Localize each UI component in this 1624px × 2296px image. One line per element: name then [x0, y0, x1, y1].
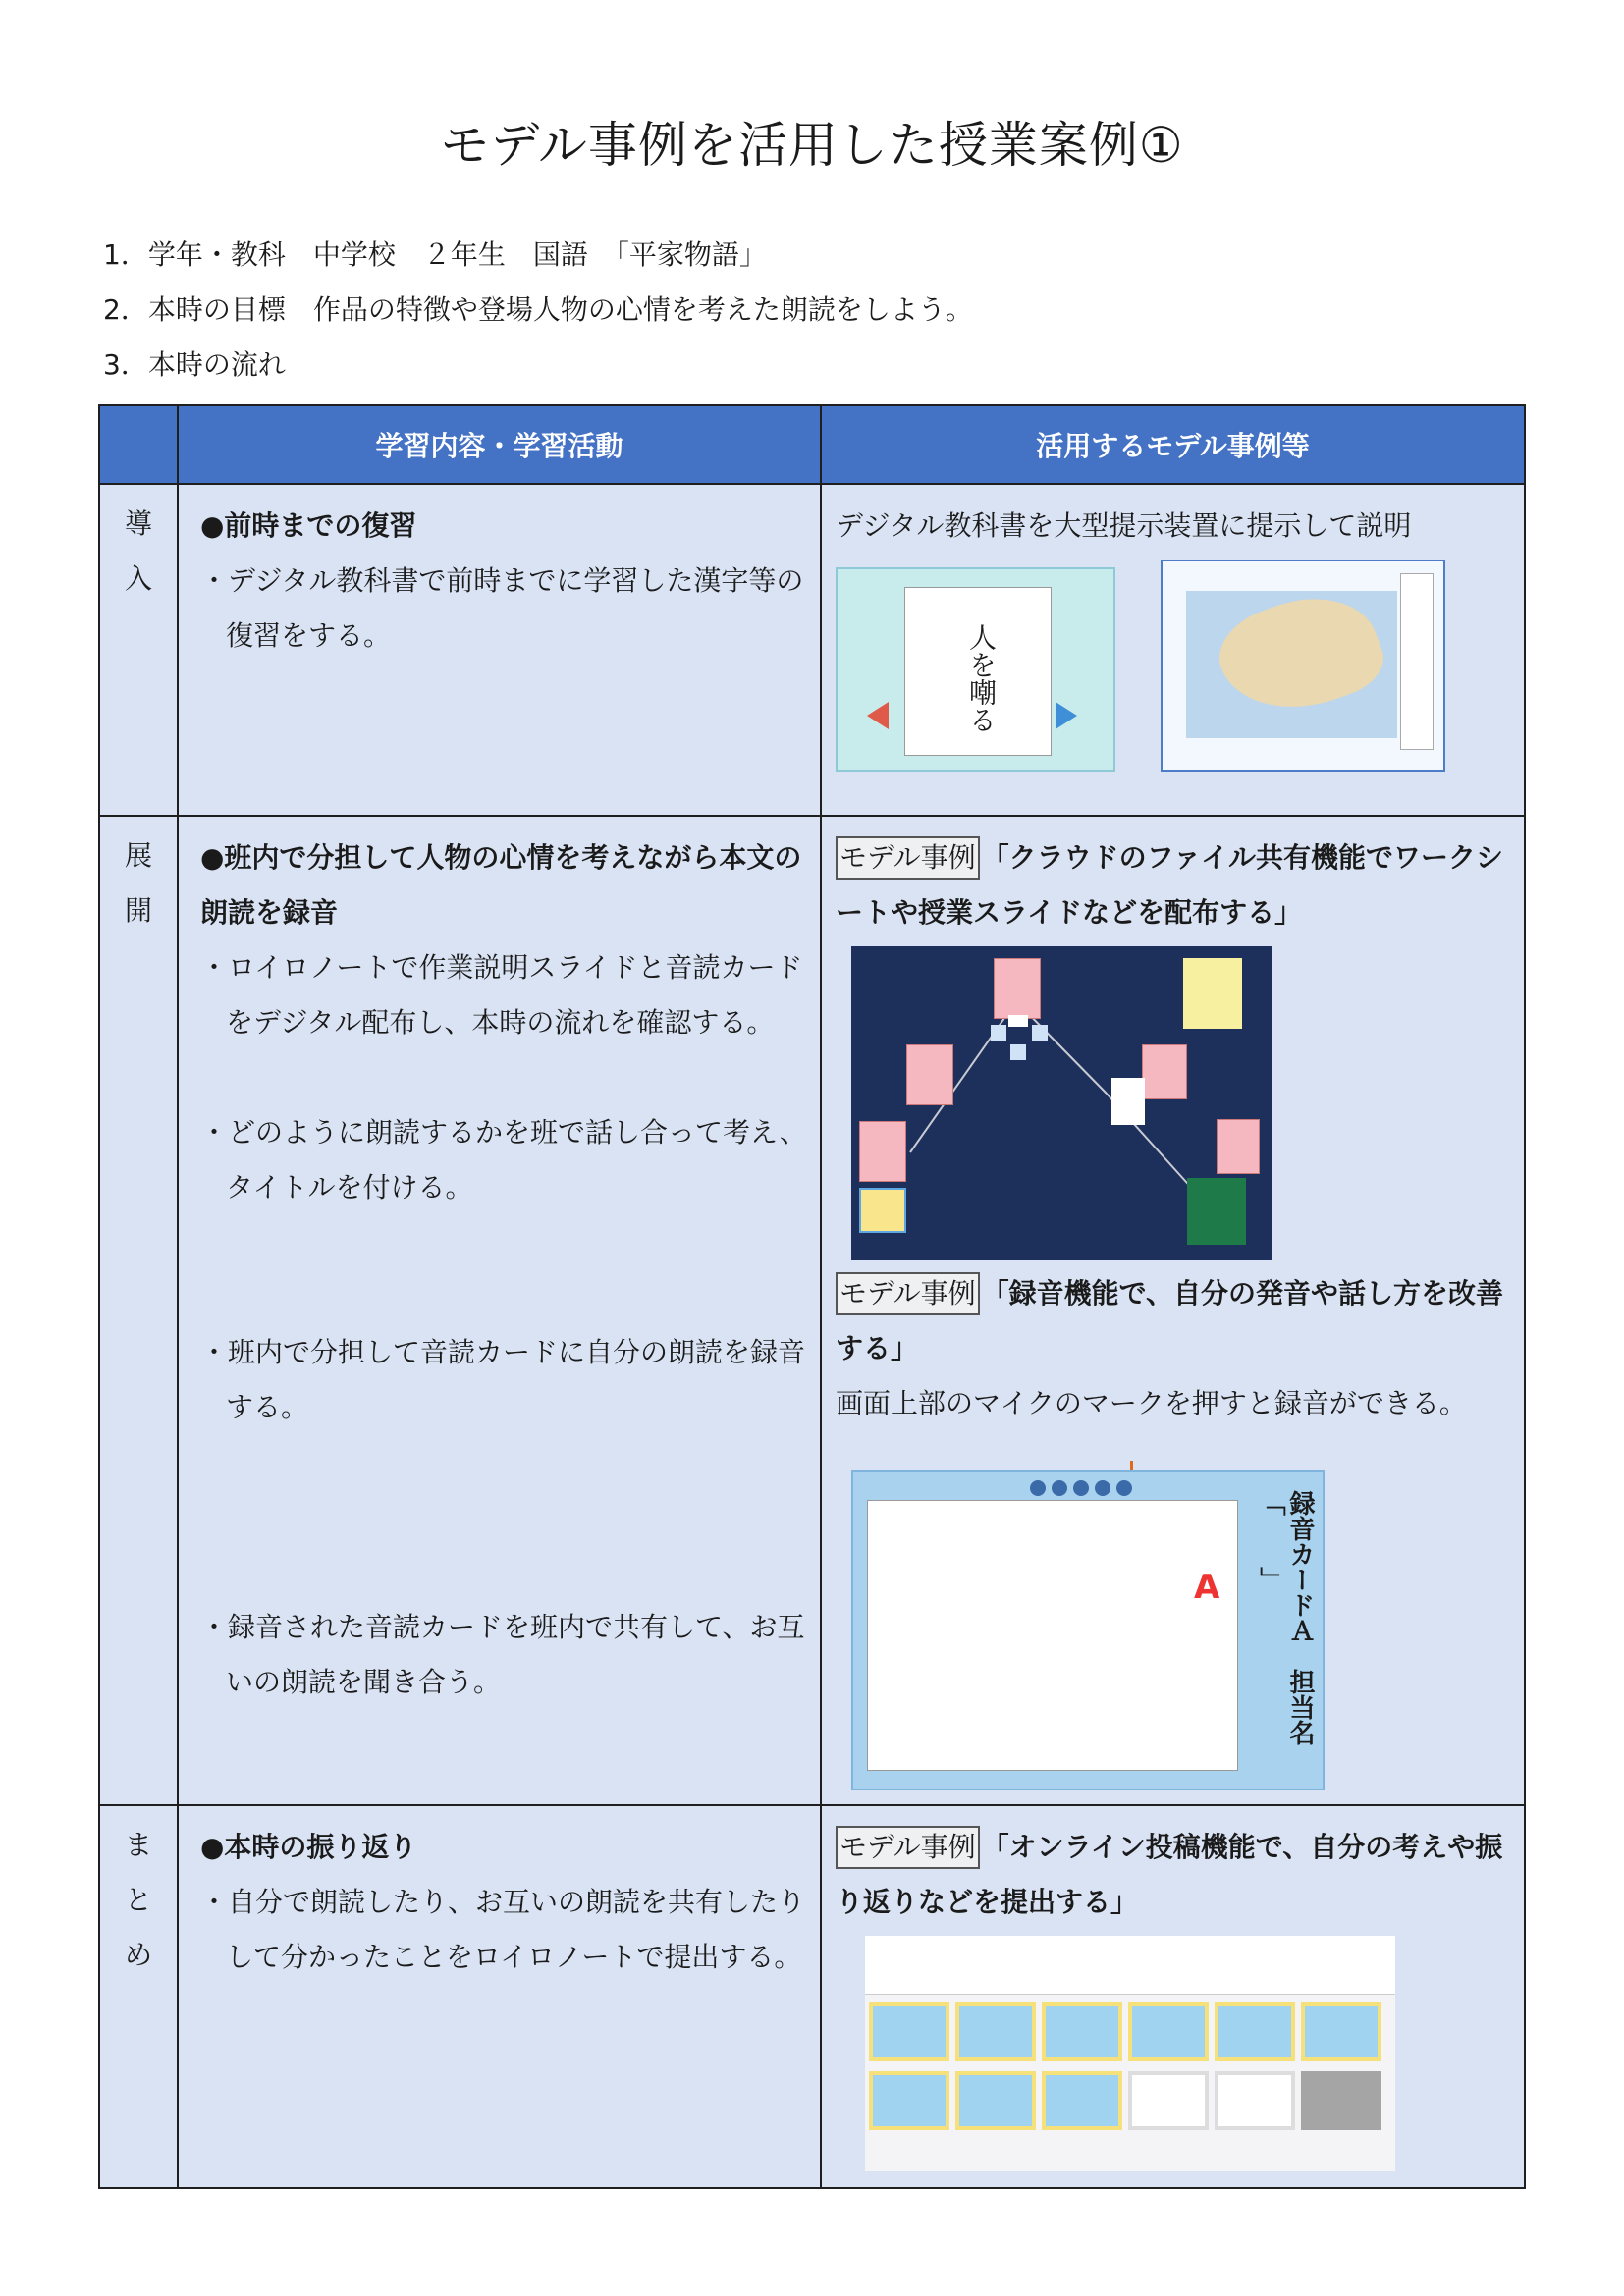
activity-item: ・ どのように朗読するかを班で話し合って考え、タイトルを付ける。	[200, 1105, 810, 1215]
meta-flow: 3．本時の流れ	[103, 348, 286, 381]
submission-card	[1215, 2002, 1295, 2061]
table-row	[99, 1805, 1525, 2188]
reading-card-label: 録音カードＡ 担当名「 」	[1256, 1490, 1315, 1745]
pen-icon	[1030, 1480, 1046, 1496]
activity-item: ・ デジタル教科書で前時までに学習した漢字等の復習をする。	[200, 554, 810, 664]
prev-arrow-icon	[867, 702, 889, 729]
map-side-panel	[1400, 573, 1434, 750]
stage-summary	[99, 1805, 178, 2188]
mindmap-card	[1142, 1044, 1187, 1099]
submission-card	[869, 2002, 949, 2061]
submission-card	[1215, 2071, 1295, 2130]
model-title-text: 「オンライン投稿機能で、自分の考えや振り返りなどを提出する」	[836, 1831, 1503, 1918]
activity-heading: ●班内で分担して人物の心情を考えながら本文の朗読を録音	[200, 841, 802, 929]
mindmap-card	[906, 1044, 953, 1105]
mindmap-node	[1008, 1015, 1028, 1027]
submission-card	[1301, 2071, 1381, 2130]
model-tag: モデル事例	[836, 836, 980, 880]
stage-char: 導	[124, 507, 152, 540]
map-screenshot	[1161, 560, 1445, 772]
activity-cell	[178, 1805, 821, 2188]
mindmap-card	[859, 1188, 906, 1233]
kanji-text: 人を嘲る	[965, 623, 998, 733]
stage-intro	[99, 484, 178, 816]
stage-char: 開	[124, 894, 152, 927]
mindmap-node	[1032, 1025, 1048, 1041]
model-title-text: 「録音機能で、自分の発音や話し方を改善する」	[836, 1277, 1504, 1364]
submission-card	[1042, 2071, 1122, 2130]
meta-grade-subject: 1．学年・教科 中学校 ２年生 国語 「平家物語」	[103, 239, 767, 271]
mindmap-card	[1111, 1078, 1145, 1125]
stage-char: ま	[124, 1829, 152, 1861]
stage-char: と	[124, 1884, 152, 1916]
model-tag: モデル事例	[836, 1272, 980, 1315]
text-icon	[1052, 1480, 1067, 1496]
mindmap-card	[994, 958, 1041, 1019]
mindmap-screenshot	[851, 946, 1272, 1260]
model-title-text: 「クラウドのファイル共有機能でワークシートや授業スライドなどを配布する」	[836, 841, 1504, 929]
mic-icon	[1095, 1480, 1110, 1496]
submission-card	[869, 2071, 949, 2130]
mindmap-card	[1217, 1119, 1260, 1174]
card-letter: A	[1194, 1568, 1220, 1607]
activity-cell	[178, 816, 821, 1805]
app-header	[865, 1936, 1395, 1995]
model-tag: モデル事例	[836, 1826, 980, 1869]
activity-heading: ●本時の振り返り	[200, 1831, 417, 1863]
activity-item: ・ 自分で朗読したり、お互いの朗読を共有したりして分かったことをロイロノートで提出する。	[200, 1875, 810, 1985]
header-activity: 学習内容・学習活動	[178, 405, 821, 484]
model-title-cloud	[836, 830, 1514, 940]
camera-icon	[1073, 1480, 1089, 1496]
mindmap-card	[1187, 1178, 1246, 1245]
model-cell	[821, 816, 1525, 1805]
model-title-online	[836, 1820, 1514, 1930]
activity-cell	[178, 484, 821, 816]
menu-icon	[1116, 1480, 1132, 1496]
digital-textbook-screenshot	[836, 567, 1115, 772]
mindmap-node	[991, 1025, 1006, 1041]
activity-item: ・ 班内で分担して音読カードに自分の朗読を録音する。	[200, 1325, 810, 1435]
toolbar	[1030, 1480, 1132, 1496]
submission-card	[955, 2002, 1036, 2061]
stage-char: 展	[124, 839, 152, 872]
page-title: モデル事例を活用した授業案例①	[440, 117, 1184, 174]
stage-develop	[99, 816, 178, 1805]
model-text: デジタル教科書を大型提示装置に提示して説明	[836, 509, 1412, 542]
table-row	[99, 816, 1525, 1805]
model-cell	[821, 484, 1525, 816]
submission-card	[1301, 2002, 1381, 2061]
mindmap-card	[859, 1121, 906, 1182]
header-stage	[99, 405, 178, 484]
model-note: 画面上部のマイクのマークを押すと録音ができる。	[836, 1387, 1467, 1419]
model-cell	[821, 1805, 1525, 2188]
activity-item: ・ ロイロノートで作業説明スライドと音読カードをデジタル配布し、本時の流れを確認する。	[200, 940, 810, 1050]
activity-item: ・ 録音された音読カードを班内で共有して、お互いの朗読を聞き合う。	[200, 1600, 810, 1710]
table-header-row	[99, 405, 1525, 484]
stage-char: 入	[124, 562, 152, 595]
table-row	[99, 484, 1525, 816]
next-arrow-icon	[1056, 702, 1077, 729]
submission-grid-screenshot	[865, 1936, 1395, 2171]
reading-page	[867, 1500, 1238, 1771]
header-model: 活用するモデル事例等	[821, 405, 1525, 484]
submission-card	[955, 2071, 1036, 2130]
submission-card	[1128, 2002, 1209, 2061]
meta-goal: 2．本時の目標 作品の特徴や登場人物の心情を考えた朗読をしよう。	[103, 294, 973, 326]
activity-heading: ●前時までの復習	[200, 509, 417, 542]
kanji-card	[904, 587, 1052, 756]
stage-char: め	[124, 1939, 152, 1971]
submission-card	[1128, 2071, 1209, 2130]
mindmap-note	[1183, 958, 1242, 1029]
reading-card-screenshot	[851, 1470, 1325, 1790]
model-title-recording	[836, 1266, 1514, 1376]
submission-card	[1042, 2002, 1122, 2061]
lesson-table	[98, 404, 1526, 2189]
mindmap-node	[1010, 1044, 1026, 1060]
